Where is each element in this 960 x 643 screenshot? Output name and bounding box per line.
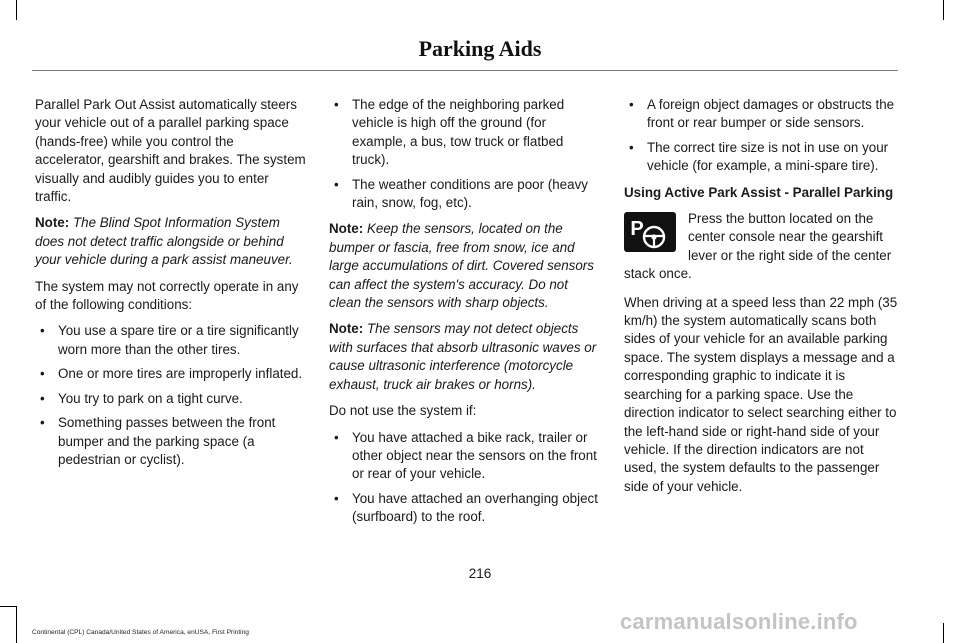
intro-paragraph: Parallel Park Out Assist automatically steers your vehicle out of a parallel parking space (hands-free) while you control the accelerator, gearshift and brakes. The system visually and audibly guides you to enter traffic. [35, 97, 306, 205]
header-divider [32, 70, 898, 71]
list-item: • The edge of the neighboring parked vehicle is high off the ground (for example, a bus, tow truck or flatbed truck). [334, 97, 565, 168]
note-label: Note: [329, 321, 364, 337]
bullet-icon: • [40, 415, 45, 431]
park-steering-icon [624, 212, 676, 252]
note-label: Note: [329, 221, 364, 237]
bullet-icon: • [334, 97, 339, 112]
bullet-icon: • [40, 390, 45, 406]
page-number: 216 [468, 566, 492, 581]
column-3 [624, 96, 898, 504]
note-text: The Blind Spot Information System does not detect traffic alongside or behind your vehicle during a park assist maneuver. [35, 215, 293, 268]
park-assist-button-icon [624, 212, 676, 252]
bullet-icon: • [334, 429, 339, 445]
crop-mark-top-left [16, 0, 17, 20]
bullet-icon: • [629, 139, 634, 155]
bullet-icon: • [629, 97, 634, 112]
note-text: Keep the sensors, located on the bumper or fascia, free from snow, ice and large accumulations of dirt. Covered sensors can affect the system's accuracy. Do not clean the sensors with sharp objects. [329, 221, 594, 311]
driving-paragraph: When driving at a speed less than 22 mph (35 km/h) the system automatically scans both sides of your vehicle for an available parking space. The system displays a message and a corresponding graphic to indicate it is searching for a parking space. Use the direction indicator to select searching either to the left-hand side or right-hand side of your vehicle. If the direction indicators are not used, the system defaults to the passenger side of your vehicle. [624, 294, 898, 494]
crop-mark-bottom-right-v [943, 623, 944, 643]
crop-mark-bottom-left-v [16, 606, 17, 643]
list-item: • You use a spare tire or a tire significantly worn more than the other tires. [40, 323, 299, 357]
bullet-icon: • [334, 176, 339, 192]
crop-mark-top-right [943, 0, 944, 20]
footer-print-info: Continental (CPL) Canada/United States of America, enUSA, First Printing [32, 629, 249, 636]
conditions-list-continued [329, 96, 601, 212]
list-item: • One or more tires are improperly inflated. [35, 365, 306, 383]
list-item: • You have attached a bike rack, trailer or other object near the sensors on the front or rear of your vehicle. [334, 429, 597, 482]
park-assist-button-instruction [624, 210, 898, 284]
list-item: • You try to park on a tight curve. [35, 390, 306, 408]
section-heading: Using Active Park Assist - Parallel Parking [624, 184, 894, 200]
conditions-intro: The system may not correctly operate in any of the following conditions: [35, 278, 299, 313]
park-icon-letter: P [630, 218, 644, 241]
note-label: Note: [35, 215, 70, 231]
do-not-use-list-continued [624, 96, 898, 176]
note-blind-spot [35, 214, 306, 269]
list-item: • The weather conditions are poor (heavy rain, snow, fog, etc). [334, 176, 588, 211]
watermark: carmanualsonline.info [620, 609, 858, 634]
list-item: • A foreign object damages or obstructs the front or rear bumper or side sensors. [629, 97, 895, 131]
do-not-use-intro: Do not use the system if: [329, 403, 477, 419]
note-sensors-detect [329, 320, 601, 394]
page-title: Parking Aids [418, 36, 542, 61]
note-text: The sensors may not detect objects with surfaces that absorb ultrasonic waves or cause ultrasonic interference (motorcycle exhaust, truck air brakes or horns). [329, 321, 597, 392]
button-instruction-text: Press the button located on the center console near the gearshift lever or the right side of the center stack once. [624, 211, 892, 282]
column-2 [329, 96, 601, 535]
bullet-icon: • [334, 490, 339, 506]
list-item: • You have attached an overhanging object (surfboard) to the roof. [334, 490, 598, 525]
list-item: • Something passes between the front bumper and the parking space (a pedestrian or cyclist). [40, 415, 276, 467]
crop-mark-bottom-left-h [0, 606, 16, 607]
do-not-use-list [329, 429, 601, 527]
note-sensors-clean [329, 220, 601, 312]
column-1 [35, 96, 306, 477]
list-item: • The correct tire size is not in use on your vehicle (for example, a mini-spare tire). [629, 139, 889, 174]
conditions-list [35, 322, 306, 469]
bullet-icon: • [40, 366, 45, 382]
bullet-icon: • [40, 323, 45, 339]
